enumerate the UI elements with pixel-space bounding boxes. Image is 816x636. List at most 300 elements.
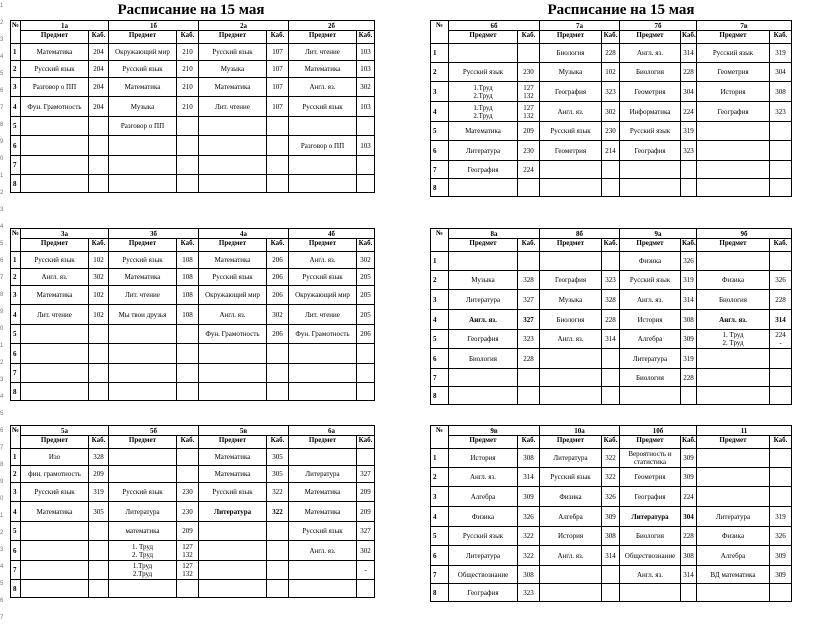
room-column-header: Каб. (89, 31, 109, 44)
room-cell (357, 383, 375, 401)
subject-cell: География (620, 141, 681, 161)
subject-column-header: Предмет (289, 239, 357, 252)
lesson-number: 4 (11, 97, 21, 117)
lesson-number: 4 (431, 507, 449, 527)
subject-cell (697, 468, 770, 487)
subject-cell (540, 584, 602, 602)
room-cell: 308 (602, 527, 620, 546)
room-cell: 302 (357, 78, 375, 97)
subject-column-header: Предмет (697, 239, 770, 252)
room-cell: 210 (177, 97, 199, 117)
room-cell: 322 (602, 468, 620, 487)
sheet-row-number: 8 (0, 292, 4, 298)
lesson-number: 7 (11, 156, 21, 175)
subject-cell: Литература (449, 141, 518, 161)
subject-cell (199, 156, 267, 175)
class-name-header: 10а (540, 426, 620, 436)
lesson-row (11, 44, 375, 61)
lesson-number: 5 (11, 325, 21, 344)
subject-cell: Математика (199, 466, 267, 483)
lesson-row (11, 97, 375, 117)
room-cell (602, 349, 620, 369)
room-cell (267, 580, 289, 598)
room-cell: 302 (357, 252, 375, 269)
room-cell (267, 117, 289, 136)
subject-column-header: Предмет (21, 239, 89, 252)
lesson-number: 8 (11, 383, 21, 401)
room-cell: 308 (770, 82, 792, 102)
subject-cell (21, 580, 89, 598)
lesson-number: 5 (11, 117, 21, 136)
room-cell (681, 161, 697, 179)
subject-cell: Алгебра (540, 507, 602, 527)
sheet-row-number: 3 (0, 377, 4, 383)
class-name-header: 3а (21, 229, 109, 239)
room-column-header: Каб. (681, 239, 697, 252)
room-cell (770, 179, 792, 197)
room-cell: 326 (518, 507, 540, 527)
room-cell: 323 (681, 141, 697, 161)
sheet-row-numbers (0, 0, 8, 636)
room-column-header: Каб. (357, 31, 375, 44)
lesson-row (11, 61, 375, 78)
sheet-row-number: 5 (0, 411, 4, 417)
lesson-number: 8 (431, 387, 449, 405)
subject-cell: Математика (289, 502, 357, 522)
room-cell: 328 (89, 449, 109, 466)
subject-cell (109, 580, 177, 598)
subject-column-header: Предмет (289, 31, 357, 44)
subject-cell: Русский язык (289, 269, 357, 286)
room-cell (267, 136, 289, 156)
lesson-row (431, 271, 792, 290)
room-cell (267, 344, 289, 364)
subject-cell: Биология (540, 44, 602, 63)
lesson-number: 4 (11, 502, 21, 522)
room-cell (267, 175, 289, 193)
subject-column-header: Предмет (449, 31, 518, 44)
lesson-number-header: № (431, 229, 449, 252)
subject-column-header: Предмет (540, 31, 602, 44)
class-name-header: 11 (697, 426, 792, 436)
schedule-grid (10, 228, 375, 401)
subject-cell: Алгебра (620, 330, 681, 349)
subject-cell: Русский язык (449, 527, 518, 546)
room-cell: 319 (89, 483, 109, 502)
room-cell: 108 (177, 305, 199, 325)
lesson-row (11, 483, 375, 502)
lesson-row (431, 63, 792, 82)
subject-cell (109, 156, 177, 175)
subject-cell (449, 252, 518, 271)
class-name-header: 9а (620, 229, 697, 239)
subject-cell (21, 136, 89, 156)
subject-cell (540, 179, 602, 197)
room-column-header: Каб. (602, 436, 620, 449)
subject-cell (21, 156, 89, 175)
room-cell (518, 387, 540, 405)
subject-cell (21, 325, 89, 344)
room-cell (177, 156, 199, 175)
subject-cell (109, 325, 177, 344)
subject-cell: Музыка (540, 63, 602, 82)
lesson-row (11, 175, 375, 193)
sheet-row-number: 4 (0, 224, 4, 230)
room-column-header: Каб. (357, 239, 375, 252)
subject-cell: История (449, 449, 518, 468)
room-column-header: Каб. (770, 31, 792, 44)
subject-cell (199, 344, 267, 364)
class-name-header: 4б (289, 229, 375, 239)
subject-cell (449, 179, 518, 197)
room-cell: 210 (177, 61, 199, 78)
subject-cell (540, 161, 602, 179)
schedule-grid (430, 425, 792, 602)
sheet-row-number: 5 (0, 581, 4, 587)
sheet-row-number: 6 (0, 428, 4, 434)
lesson-number: 3 (431, 290, 449, 310)
room-cell (681, 584, 697, 602)
room-cell (89, 156, 109, 175)
room-cell (357, 449, 375, 466)
room-cell (89, 136, 109, 156)
subject-column-header: Предмет (289, 436, 357, 449)
subject-cell (289, 449, 357, 466)
subject-cell: 1.Труд 2.Труд (109, 561, 177, 580)
subject-cell: Обществознание (449, 566, 518, 584)
room-cell: 228 (518, 349, 540, 369)
subject-column-header: Предмет (540, 239, 602, 252)
subject-cell (21, 522, 89, 541)
subject-cell: Биология (449, 349, 518, 369)
subject-cell: Русский язык (199, 44, 267, 61)
lesson-number: 1 (431, 449, 449, 468)
room-cell (602, 584, 620, 602)
room-cell: 230 (518, 63, 540, 82)
sheet-row-number: 7 (0, 615, 4, 621)
lesson-row (431, 141, 792, 161)
room-cell (89, 175, 109, 193)
subject-cell (109, 466, 177, 483)
room-cell: 127 132 (518, 102, 540, 122)
lesson-number: 2 (431, 468, 449, 487)
room-cell: 328 (518, 271, 540, 290)
class-name-header: 10б (620, 426, 697, 436)
room-cell (602, 387, 620, 405)
subject-cell: Обществознание (620, 546, 681, 566)
class-name-header: 6а (289, 426, 375, 436)
subject-cell (289, 156, 357, 175)
room-cell: 205 (357, 269, 375, 286)
lesson-row (11, 449, 375, 466)
subject-cell (21, 117, 89, 136)
room-cell (177, 383, 199, 401)
room-cell: 309 (681, 449, 697, 468)
room-cell: 230 (518, 141, 540, 161)
room-cell: 205 (357, 286, 375, 305)
room-cell (89, 522, 109, 541)
subject-column-header: Предмет (620, 436, 681, 449)
subject-cell (697, 369, 770, 387)
subject-cell (199, 136, 267, 156)
room-cell: 103 (357, 61, 375, 78)
room-cell: 102 (89, 252, 109, 269)
subject-cell (21, 344, 89, 364)
lesson-number: 4 (11, 305, 21, 325)
sheet-row-number: 5 (0, 241, 4, 247)
subject-cell: Окружающий мир (199, 286, 267, 305)
room-column-header: Каб. (267, 436, 289, 449)
subject-cell: Лит. чтение (289, 44, 357, 61)
subject-cell: География (449, 330, 518, 349)
lesson-row (431, 102, 792, 122)
lesson-row (431, 290, 792, 310)
room-cell: 305 (267, 466, 289, 483)
lesson-number: 1 (431, 252, 449, 271)
room-cell: 309 (518, 487, 540, 507)
subject-cell: Русский язык (21, 483, 89, 502)
lesson-row (11, 78, 375, 97)
subject-cell: Литература (109, 502, 177, 522)
subject-cell: Фун. Грамотность (21, 97, 89, 117)
subject-cell: География (540, 271, 602, 290)
lesson-row (11, 117, 375, 136)
room-cell: 322 (267, 502, 289, 522)
room-column-header: Каб. (177, 436, 199, 449)
subject-cell (109, 364, 177, 383)
subject-column-header: Предмет (620, 31, 681, 44)
room-cell: 103 (357, 97, 375, 117)
lesson-row (11, 383, 375, 401)
class-name-header: 7а (540, 21, 620, 31)
subject-cell: История (620, 310, 681, 330)
lesson-number: 8 (11, 175, 21, 193)
room-cell: 314 (681, 566, 697, 584)
room-cell: 230 (177, 502, 199, 522)
schedule-table-grades-5-6 (10, 425, 375, 598)
room-cell (267, 156, 289, 175)
subject-cell (199, 383, 267, 401)
lesson-number-header: № (431, 426, 449, 449)
lesson-number: 4 (431, 102, 449, 122)
schedule-table-grades-3-4 (10, 228, 375, 401)
subject-cell: Разговор о ПП (21, 78, 89, 97)
lesson-number: 5 (431, 527, 449, 546)
room-cell (770, 468, 792, 487)
subject-cell (449, 387, 518, 405)
room-cell (177, 136, 199, 156)
subject-cell: Фун. Грамотность (199, 325, 267, 344)
class-name-header: 8б (540, 229, 620, 239)
room-cell: 210 (177, 44, 199, 61)
subject-cell: История (540, 527, 602, 546)
room-cell: 304 (681, 507, 697, 527)
subject-column-header: Предмет (21, 436, 89, 449)
room-column-header: Каб. (681, 436, 697, 449)
class-name-header: 2б (289, 21, 375, 31)
class-name-header: 2а (199, 21, 289, 31)
lesson-number: 1 (11, 252, 21, 269)
room-cell: 228 (602, 310, 620, 330)
class-name-header: 1б (109, 21, 199, 31)
subject-cell: ВД математика (697, 566, 770, 584)
subject-cell: Литература (449, 290, 518, 310)
lesson-row (431, 179, 792, 197)
subject-cell: Англ. яз. (289, 252, 357, 269)
subject-cell: Математика (199, 449, 267, 466)
lesson-row (11, 364, 375, 383)
sheet-row-number: 3 (0, 207, 4, 213)
subject-column-header: Предмет (109, 436, 177, 449)
lesson-number: 3 (11, 286, 21, 305)
subject-cell: Музыка (109, 97, 177, 117)
room-cell (602, 179, 620, 197)
lesson-row (11, 502, 375, 522)
lesson-row (431, 44, 792, 63)
room-cell: 323 (602, 271, 620, 290)
schedule-table-grades-1-2 (10, 20, 375, 193)
subject-cell: Литература (199, 502, 267, 522)
lesson-row (431, 584, 792, 602)
subject-cell: фин. грамотность (21, 466, 89, 483)
lesson-row (11, 466, 375, 483)
room-cell: 308 (681, 310, 697, 330)
subject-cell: Лит. чтение (109, 286, 177, 305)
room-cell (89, 383, 109, 401)
room-cell: 228 (681, 63, 697, 82)
lesson-row (11, 541, 375, 561)
subject-cell: Русский язык (199, 269, 267, 286)
subject-cell (289, 175, 357, 193)
lesson-row (11, 156, 375, 175)
room-cell (267, 522, 289, 541)
subject-cell: Русский язык (620, 271, 681, 290)
room-cell: 319 (681, 122, 697, 141)
subject-cell: Русский язык (109, 483, 177, 502)
subject-cell: Русский язык (21, 252, 89, 269)
subject-cell (697, 179, 770, 197)
class-name-header: 5в (199, 426, 289, 436)
sheet-row-number: 6 (0, 258, 4, 264)
room-cell: 322 (518, 527, 540, 546)
room-cell: 319 (681, 271, 697, 290)
sheet-row-number: 8 (0, 122, 4, 128)
class-name-header: 9б (697, 229, 792, 239)
room-cell: 127 132 (518, 82, 540, 102)
room-cell: 224 (681, 487, 697, 507)
room-cell (177, 344, 199, 364)
room-cell (770, 487, 792, 507)
room-cell: 308 (681, 546, 697, 566)
sheet-row-number: 7 (0, 105, 4, 111)
subject-cell (289, 364, 357, 383)
subject-cell (109, 449, 177, 466)
subject-cell: Англ. яз. (620, 566, 681, 584)
subject-cell (21, 383, 89, 401)
subject-cell: Мы твои друзья (109, 305, 177, 325)
sheet-row-number: 4 (0, 394, 4, 400)
subject-cell: Англ. яз. (620, 44, 681, 63)
class-name-header: 7б (620, 21, 697, 31)
subject-cell: Музыка (449, 271, 518, 290)
subject-cell: Биология (540, 310, 602, 330)
lesson-number: 1 (11, 449, 21, 466)
lesson-number: 6 (11, 541, 21, 561)
room-cell (89, 344, 109, 364)
schedule-grid (10, 425, 375, 598)
subject-cell: Англ. яз. (289, 78, 357, 97)
schedule-grid (430, 20, 792, 197)
room-cell (681, 387, 697, 405)
room-cell: 103 (357, 44, 375, 61)
room-cell (89, 541, 109, 561)
subject-cell (620, 387, 681, 405)
lesson-row (11, 136, 375, 156)
sheet-row-number: 2 (0, 530, 4, 536)
subject-cell: Лит. чтение (289, 305, 357, 325)
room-cell (770, 161, 792, 179)
subject-cell: География (620, 487, 681, 507)
room-cell: 108 (177, 286, 199, 305)
room-cell (770, 387, 792, 405)
subject-cell (697, 387, 770, 405)
subject-column-header: Предмет (697, 436, 770, 449)
subject-cell (109, 344, 177, 364)
class-name-header: 5а (21, 426, 109, 436)
sheet-row-number: 8 (0, 462, 4, 468)
subject-cell: Физика (540, 487, 602, 507)
room-cell: 224 - (770, 330, 792, 349)
subject-cell: Математика (289, 483, 357, 502)
room-cell (357, 344, 375, 364)
sheet-row-number: 2 (0, 190, 4, 196)
room-cell: 204 (89, 44, 109, 61)
subject-cell (289, 117, 357, 136)
room-cell (89, 561, 109, 580)
sheet-row-number: 0 (0, 156, 4, 162)
lesson-row (11, 561, 375, 580)
subject-cell: Русский язык (109, 252, 177, 269)
lesson-row (431, 252, 792, 271)
subject-cell: Алгебра (449, 487, 518, 507)
subject-cell: Математика (109, 78, 177, 97)
room-cell (602, 369, 620, 387)
class-name-header: 7в (697, 21, 792, 31)
sheet-row-number: 1 (0, 343, 4, 349)
subject-cell: Англ. яз. (449, 468, 518, 487)
sheet-row-number: 9 (0, 479, 4, 485)
subject-cell: Литература (540, 449, 602, 468)
subject-cell: Англ. яз. (620, 290, 681, 310)
room-column-header: Каб. (89, 239, 109, 252)
subject-cell: География (697, 102, 770, 122)
subject-cell: История (697, 82, 770, 102)
subject-cell (540, 349, 602, 369)
room-cell: 323 (518, 584, 540, 602)
subject-cell (697, 122, 770, 141)
subject-cell: Физика (449, 507, 518, 527)
room-cell (177, 580, 199, 598)
subject-cell: Русский язык (540, 468, 602, 487)
sheet-row-number: 7 (0, 445, 4, 451)
subject-cell: Разговор о ПП (289, 136, 357, 156)
lesson-row (11, 325, 375, 344)
subject-cell: Литература (697, 507, 770, 527)
lesson-row (431, 161, 792, 179)
room-cell: 309 (770, 546, 792, 566)
room-cell: 322 (267, 483, 289, 502)
lesson-row (431, 507, 792, 527)
